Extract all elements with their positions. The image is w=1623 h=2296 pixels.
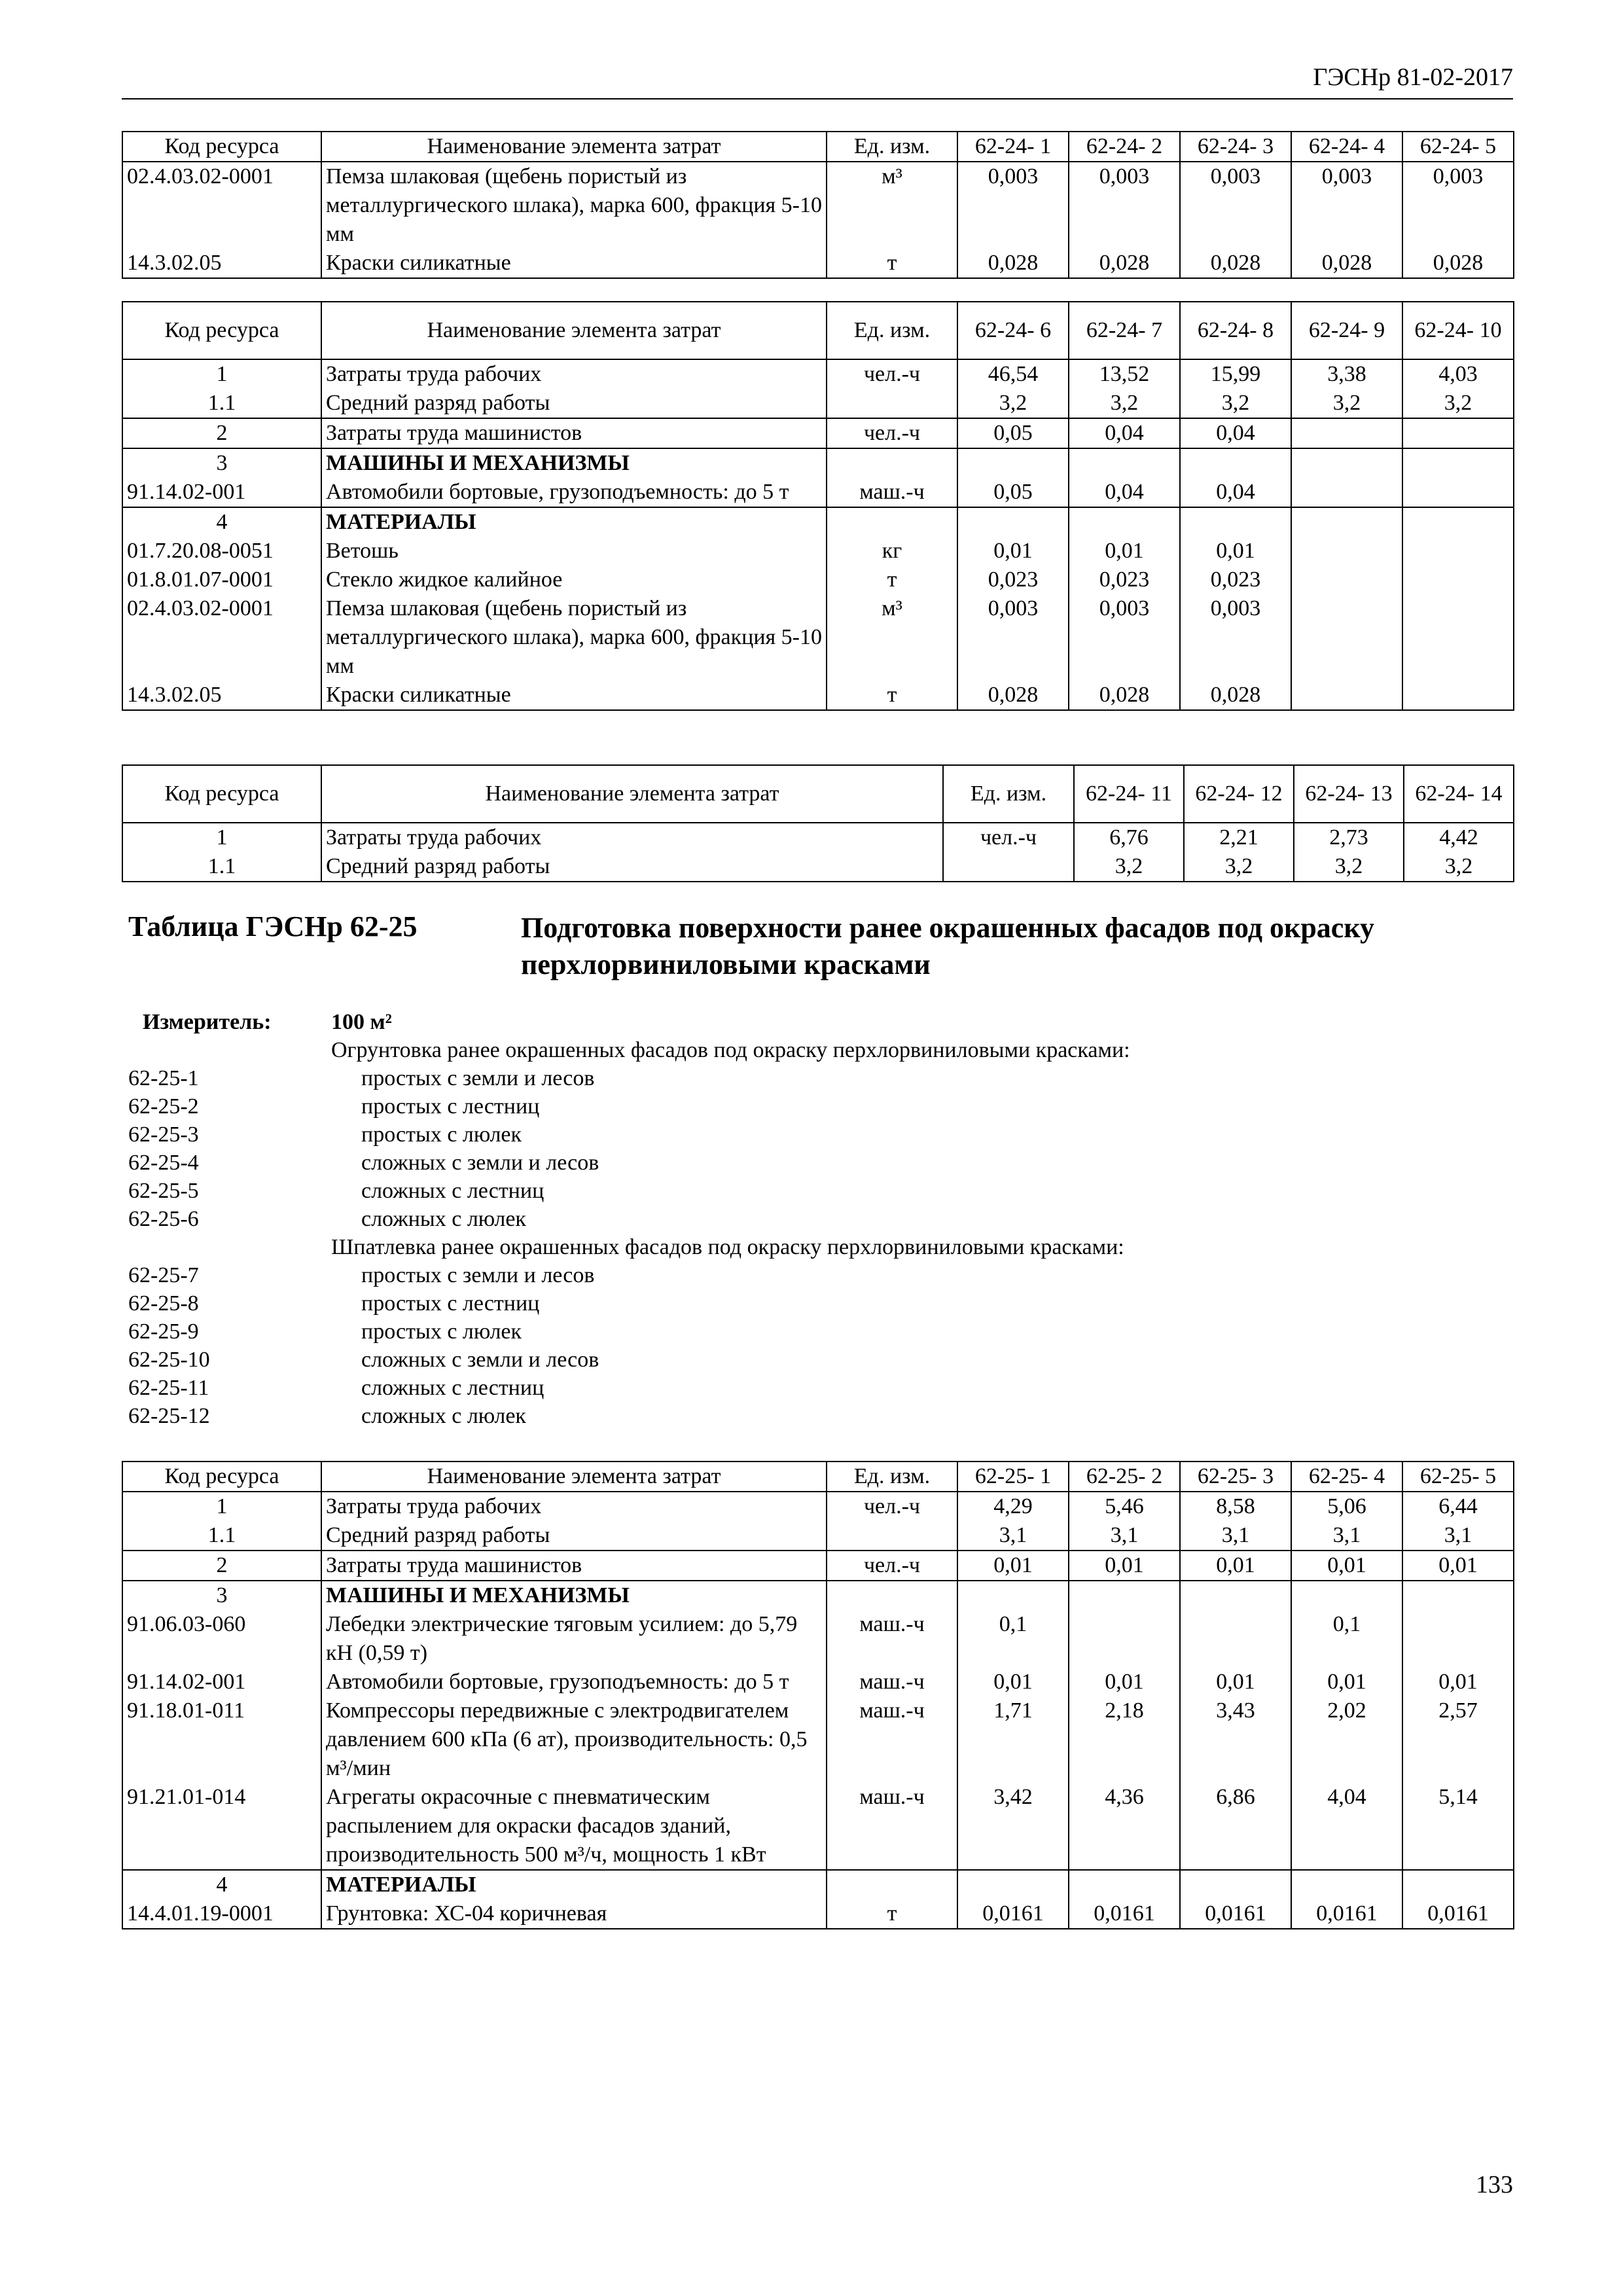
measure-value: 100 м² <box>331 1010 392 1034</box>
cell-value: 4,04 <box>1291 1783 1402 1870</box>
cell-value <box>957 1581 1069 1610</box>
cell-name: Ветошь <box>321 537 827 565</box>
cell-value <box>1291 1870 1402 1899</box>
item-text: сложных с земли и лесов <box>361 1151 599 1175</box>
cell-unit: маш.-ч <box>827 1610 957 1668</box>
cell-value <box>957 1870 1069 1899</box>
header-name: Наименование элемента затрат <box>321 132 827 162</box>
cell-value <box>1180 1581 1291 1610</box>
cell-value: 3,2 <box>1180 389 1291 418</box>
cell-value <box>957 448 1069 478</box>
header-col: 62-24- 14 <box>1404 765 1514 823</box>
cell-value: 0,0161 <box>1402 1899 1514 1929</box>
item-code: 62-25-9 <box>128 1319 199 1344</box>
section-label: Таблица ГЭСНр 62-25 <box>128 910 418 942</box>
cell-unit: т <box>827 565 957 594</box>
cell-unit <box>827 1581 957 1610</box>
item-code: 62-25-8 <box>128 1291 199 1316</box>
header-col: 62-24- 2 <box>1069 132 1180 162</box>
cell-value: 2,73 <box>1294 823 1404 852</box>
cell-value <box>1291 537 1402 565</box>
cell-value <box>1402 681 1514 710</box>
cell-value: 3,1 <box>957 1521 1069 1551</box>
cell-code: 1.1 <box>122 852 321 882</box>
cell-name: Автомобили бортовые, грузоподъемность: до 5 т <box>321 478 827 507</box>
cell-value: 0,01 <box>1402 1668 1514 1696</box>
cell-value: 0,003 <box>957 594 1069 681</box>
cell-value: 1,71 <box>957 1696 1069 1783</box>
cell-value: 0,028 <box>957 681 1069 710</box>
header-col: 62-24- 7 <box>1069 302 1180 359</box>
cell-unit: м³ <box>827 162 957 249</box>
cell-code: 91.14.02-001 <box>122 478 321 507</box>
cell-value: 0,003 <box>1069 162 1180 249</box>
cell-code: 14.3.02.05 <box>122 249 321 278</box>
cell-value <box>1402 1870 1514 1899</box>
table-row <box>122 389 1514 418</box>
cell-value: 0,028 <box>1069 681 1180 710</box>
header-col: 62-24- 8 <box>1180 302 1291 359</box>
item-code: 62-25-5 <box>128 1179 199 1203</box>
item-text: сложных с люлек <box>361 1404 526 1428</box>
cell-unit <box>943 852 1074 882</box>
cell-value: 3,2 <box>1404 852 1514 882</box>
cell-value: 0,01 <box>1291 1551 1402 1581</box>
cell-value: 0,028 <box>1180 249 1291 278</box>
cell-value: 0,1 <box>957 1610 1069 1668</box>
cell-value: 2,21 <box>1184 823 1294 852</box>
cell-code: 2 <box>122 1551 321 1581</box>
cell-value: 5,46 <box>1069 1492 1180 1521</box>
cell-name: Затраты труда машинистов <box>321 418 827 448</box>
cell-value: 0,01 <box>957 537 1069 565</box>
item-code: 62-25-12 <box>128 1404 210 1428</box>
document-code: ГЭСНр 81-02-2017 <box>1313 63 1513 91</box>
cell-value: 0,01 <box>957 1551 1069 1581</box>
cell-value <box>1291 507 1402 537</box>
cell-name: Краски силикатные <box>321 249 827 278</box>
cell-value: 3,1 <box>1180 1521 1291 1551</box>
cell-name: Автомобили бортовые, грузоподъемность: до 5 т <box>321 1668 827 1696</box>
cell-unit: чел.-ч <box>943 823 1074 852</box>
cell-name: Лебедки электрические тяговым усилием: до 5,79 кН (0,59 т) <box>321 1610 827 1668</box>
cell-value <box>1291 478 1402 507</box>
cell-value: 0,003 <box>1402 162 1514 249</box>
cell-value: 3,2 <box>957 389 1069 418</box>
cell-code: 91.21.01-014 <box>122 1783 321 1870</box>
table-row <box>122 162 1514 249</box>
cell-unit: маш.-ч <box>827 1696 957 1783</box>
header-unit: Ед. изм. <box>827 1462 957 1492</box>
header-col: 62-24- 5 <box>1402 132 1514 162</box>
cell-code: 01.7.20.08-0051 <box>122 537 321 565</box>
table-header-row <box>122 1462 1514 1492</box>
table-row <box>122 681 1514 710</box>
cell-value <box>1402 507 1514 537</box>
cell-value: 4,36 <box>1069 1783 1180 1870</box>
cell-value: 0,01 <box>1069 537 1180 565</box>
header-col: 62-25- 2 <box>1069 1462 1180 1492</box>
cell-code: 02.4.03.02-0001 <box>122 162 321 249</box>
header-rule <box>122 98 1513 99</box>
cell-value: 0,01 <box>1180 1668 1291 1696</box>
table-row <box>122 1696 1514 1783</box>
cell-name: МАТЕРИАЛЫ <box>321 1870 827 1899</box>
cell-unit: чел.-ч <box>827 418 957 448</box>
cell-code: 01.8.01.07-0001 <box>122 565 321 594</box>
header-name: Наименование элемента затрат <box>321 302 827 359</box>
cell-value: 0,0161 <box>1291 1899 1402 1929</box>
cell-unit: маш.-ч <box>827 1668 957 1696</box>
cell-value: 0,04 <box>1069 478 1180 507</box>
cell-value: 3,2 <box>1069 389 1180 418</box>
cell-name: МАТЕРИАЛЫ <box>321 507 827 537</box>
resource-table-62-24-1-5 <box>122 131 1514 279</box>
cell-value: 3,1 <box>1291 1521 1402 1551</box>
cell-name: МАШИНЫ И МЕХАНИЗМЫ <box>321 1581 827 1610</box>
item-code: 62-25-10 <box>128 1348 210 1372</box>
header-name: Наименование элемента затрат <box>321 765 943 823</box>
cell-value <box>1402 1610 1514 1668</box>
cell-value <box>1291 594 1402 681</box>
resource-table-62-24-6-10 <box>122 301 1514 711</box>
table-row <box>122 537 1514 565</box>
cell-code: 3 <box>122 1581 321 1610</box>
cell-value: 0,1 <box>1291 1610 1402 1668</box>
cell-value <box>1402 448 1514 478</box>
table-row <box>122 1551 1514 1581</box>
item-text: простых с лестниц <box>361 1291 540 1316</box>
table-header-row <box>122 132 1514 162</box>
table-row <box>122 418 1514 448</box>
cell-value: 6,76 <box>1074 823 1184 852</box>
cell-name: МАШИНЫ И МЕХАНИЗМЫ <box>321 448 827 478</box>
cell-code: 4 <box>122 1870 321 1899</box>
item-code: 62-25-1 <box>128 1066 199 1090</box>
group-heading: Шпатлевка ранее окрашенных фасадов под окраску перхлорвиниловыми красками: <box>331 1235 1124 1259</box>
cell-value: 8,58 <box>1180 1492 1291 1521</box>
table-row <box>122 1899 1514 1929</box>
cell-value: 0,01 <box>1180 537 1291 565</box>
cell-name: Затраты труда рабочих <box>321 1492 827 1521</box>
header-name: Наименование элемента затрат <box>321 1462 827 1492</box>
cell-value: 0,04 <box>1180 478 1291 507</box>
cell-value <box>1069 1610 1180 1668</box>
cell-value: 0,028 <box>957 249 1069 278</box>
cell-code: 14.3.02.05 <box>122 681 321 710</box>
cell-value <box>1069 448 1180 478</box>
header-col: 62-24- 3 <box>1180 132 1291 162</box>
cell-value <box>1402 1581 1514 1610</box>
cell-unit: чел.-ч <box>827 1551 957 1581</box>
header-code: Код ресурса <box>122 1462 321 1492</box>
cell-value: 6,86 <box>1180 1783 1291 1870</box>
cell-value: 3,1 <box>1069 1521 1180 1551</box>
cell-name: Пемза шлаковая (щебень пористый из металлургического шлака), марка 600, фракция 5-10 мм <box>321 162 827 249</box>
cell-value: 0,023 <box>1180 565 1291 594</box>
header-col: 62-24- 9 <box>1291 302 1402 359</box>
table-row <box>122 852 1514 882</box>
table-row <box>122 1668 1514 1696</box>
cell-code: 4 <box>122 507 321 537</box>
header-unit: Ед. изм. <box>827 132 957 162</box>
item-text: сложных с лестниц <box>361 1376 544 1400</box>
cell-value: 0,023 <box>1069 565 1180 594</box>
item-code: 62-25-3 <box>128 1122 199 1147</box>
table-header-row <box>122 765 1514 823</box>
cell-code: 1.1 <box>122 389 321 418</box>
cell-value <box>1291 681 1402 710</box>
cell-value: 0,028 <box>1180 681 1291 710</box>
cell-value: 0,003 <box>1069 594 1180 681</box>
table-row <box>122 594 1514 681</box>
cell-value: 0,01 <box>957 1668 1069 1696</box>
item-text: простых с лестниц <box>361 1094 540 1119</box>
cell-value: 0,0161 <box>1180 1899 1291 1929</box>
cell-value: 0,05 <box>957 478 1069 507</box>
cell-name: Грунтовка: ХС-04 коричневая <box>321 1899 827 1929</box>
cell-value: 3,38 <box>1291 359 1402 389</box>
cell-code: 91.18.01-011 <box>122 1696 321 1783</box>
cell-value: 3,2 <box>1291 389 1402 418</box>
cell-value <box>1291 418 1402 448</box>
table-row <box>122 359 1514 389</box>
cell-unit <box>827 1521 957 1551</box>
cell-value <box>1069 1581 1180 1610</box>
cell-name: Затраты труда рабочих <box>321 359 827 389</box>
cell-value: 0,01 <box>1069 1551 1180 1581</box>
header-col: 62-24- 11 <box>1074 765 1184 823</box>
cell-name: Затраты труда рабочих <box>321 823 943 852</box>
header-unit: Ед. изм. <box>943 765 1074 823</box>
cell-value: 3,1 <box>1402 1521 1514 1551</box>
cell-value <box>1291 1581 1402 1610</box>
cell-value <box>1180 448 1291 478</box>
item-text: простых с люлек <box>361 1122 522 1147</box>
item-code: 62-25-6 <box>128 1207 199 1231</box>
cell-unit: чел.-ч <box>827 1492 957 1521</box>
cell-value: 15,99 <box>1180 359 1291 389</box>
cell-value: 4,29 <box>957 1492 1069 1521</box>
item-text: простых с земли и лесов <box>361 1066 595 1090</box>
cell-value: 0,003 <box>1180 594 1291 681</box>
cell-value: 0,0161 <box>957 1899 1069 1929</box>
cell-value: 0,003 <box>1180 162 1291 249</box>
table-row <box>122 1521 1514 1551</box>
cell-unit <box>827 1870 957 1899</box>
table-row <box>122 1581 1514 1610</box>
cell-value <box>1402 565 1514 594</box>
cell-code: 1 <box>122 1492 321 1521</box>
resource-table-62-25-1-5 <box>122 1461 1514 1929</box>
cell-value: 3,2 <box>1294 852 1404 882</box>
cell-unit: м³ <box>827 594 957 681</box>
cell-value: 0,01 <box>1180 1551 1291 1581</box>
cell-name: Средний разряд работы <box>321 852 943 882</box>
item-text: сложных с люлек <box>361 1207 526 1231</box>
cell-code: 1 <box>122 359 321 389</box>
cell-unit <box>827 448 957 478</box>
header-code: Код ресурса <box>122 302 321 359</box>
cell-value: 0,05 <box>957 418 1069 448</box>
header-col: 62-25- 5 <box>1402 1462 1514 1492</box>
cell-value: 3,42 <box>957 1783 1069 1870</box>
cell-value: 3,43 <box>1180 1696 1291 1783</box>
cell-value: 2,18 <box>1069 1696 1180 1783</box>
cell-code: 91.14.02-001 <box>122 1668 321 1696</box>
cell-value: 0,01 <box>1291 1668 1402 1696</box>
cell-value: 0,04 <box>1180 418 1291 448</box>
header-col: 62-25- 1 <box>957 1462 1069 1492</box>
cell-name: Затраты труда машинистов <box>321 1551 827 1581</box>
cell-unit: кг <box>827 537 957 565</box>
cell-name: Средний разряд работы <box>321 1521 827 1551</box>
cell-unit: маш.-ч <box>827 478 957 507</box>
cell-value <box>1180 1870 1291 1899</box>
cell-unit <box>827 389 957 418</box>
item-text: простых с земли и лесов <box>361 1263 595 1287</box>
header-code: Код ресурса <box>122 765 321 823</box>
cell-value: 4,42 <box>1404 823 1514 852</box>
table-row <box>122 565 1514 594</box>
measure-label: Измеритель: <box>143 1010 272 1034</box>
cell-value <box>1402 594 1514 681</box>
cell-unit: т <box>827 1899 957 1929</box>
cell-unit: т <box>827 681 957 710</box>
cell-name: Краски силикатные <box>321 681 827 710</box>
cell-unit: т <box>827 249 957 278</box>
table-row <box>122 249 1514 278</box>
cell-value <box>1180 507 1291 537</box>
header-col: 62-25- 4 <box>1291 1462 1402 1492</box>
cell-name: Пемза шлаковая (щебень пористый из металлургического шлака), марка 600, фракция 5-10 мм <box>321 594 827 681</box>
cell-code: 14.4.01.19-0001 <box>122 1899 321 1929</box>
cell-value: 5,14 <box>1402 1783 1514 1870</box>
cell-value <box>1180 1610 1291 1668</box>
cell-value: 3,2 <box>1402 389 1514 418</box>
table-row <box>122 823 1514 852</box>
cell-value: 2,02 <box>1291 1696 1402 1783</box>
cell-value: 0,01 <box>1402 1551 1514 1581</box>
header-col: 62-24- 6 <box>957 302 1069 359</box>
cell-code: 1 <box>122 823 321 852</box>
table-row <box>122 1783 1514 1870</box>
cell-unit: маш.-ч <box>827 1783 957 1870</box>
resource-table-62-24-11-14 <box>122 764 1514 882</box>
cell-value: 3,2 <box>1074 852 1184 882</box>
cell-code: 1.1 <box>122 1521 321 1551</box>
cell-value <box>1402 537 1514 565</box>
cell-name: Компрессоры передвижные с электродвигателем давлением 600 кПа (6 ат), производительность: 0,5 м³/мин <box>321 1696 827 1783</box>
cell-name: Агрегаты окрасочные с пневматическим распылением для окраски фасадов зданий, производительность 500 м³/ч, мощность 1 кВт <box>321 1783 827 1870</box>
cell-value <box>1069 1870 1180 1899</box>
cell-value: 46,54 <box>957 359 1069 389</box>
table-row <box>122 507 1514 537</box>
header-col: 62-24- 1 <box>957 132 1069 162</box>
header-unit: Ед. изм. <box>827 302 957 359</box>
cell-value: 0,028 <box>1069 249 1180 278</box>
cell-value: 0,0161 <box>1069 1899 1180 1929</box>
cell-value <box>1402 478 1514 507</box>
cell-value: 3,2 <box>1184 852 1294 882</box>
header-code: Код ресурса <box>122 132 321 162</box>
item-code: 62-25-2 <box>128 1094 199 1119</box>
item-text: сложных с лестниц <box>361 1179 544 1203</box>
cell-value: 4,03 <box>1402 359 1514 389</box>
cell-value: 0,01 <box>1069 1668 1180 1696</box>
header-col: 62-24- 4 <box>1291 132 1402 162</box>
cell-value: 0,003 <box>1291 162 1402 249</box>
table-row <box>122 448 1514 478</box>
table-row <box>122 1870 1514 1899</box>
cell-value: 0,003 <box>957 162 1069 249</box>
section-title: Подготовка поверхности ранее окрашенных фасадов под окраску перхлорвиниловыми красками <box>521 912 1375 980</box>
cell-name: Стекло жидкое калийное <box>321 565 827 594</box>
item-code: 62-25-4 <box>128 1151 199 1175</box>
header-col: 62-25- 3 <box>1180 1462 1291 1492</box>
cell-value: 6,44 <box>1402 1492 1514 1521</box>
table-row <box>122 478 1514 507</box>
cell-value: 0,023 <box>957 565 1069 594</box>
item-text: сложных с земли и лесов <box>361 1348 599 1372</box>
header-col: 62-24- 13 <box>1294 765 1404 823</box>
table-row <box>122 1610 1514 1668</box>
item-text: простых с люлек <box>361 1319 522 1344</box>
cell-value <box>1402 418 1514 448</box>
cell-code: 02.4.03.02-0001 <box>122 594 321 681</box>
header-col: 62-24- 12 <box>1184 765 1294 823</box>
cell-unit <box>827 507 957 537</box>
cell-value <box>1291 565 1402 594</box>
cell-value <box>1069 507 1180 537</box>
cell-value <box>1291 448 1402 478</box>
cell-value: 2,57 <box>1402 1696 1514 1783</box>
table-header-row <box>122 302 1514 359</box>
group-heading: Огрунтовка ранее окрашенных фасадов под окраску перхлорвиниловыми красками: <box>331 1038 1130 1062</box>
cell-value: 0,028 <box>1291 249 1402 278</box>
cell-value: 0,04 <box>1069 418 1180 448</box>
item-code: 62-25-7 <box>128 1263 199 1287</box>
cell-unit: чел.-ч <box>827 359 957 389</box>
cell-code: 3 <box>122 448 321 478</box>
cell-code: 2 <box>122 418 321 448</box>
cell-code: 91.06.03-060 <box>122 1610 321 1668</box>
cell-value <box>957 507 1069 537</box>
cell-value: 13,52 <box>1069 359 1180 389</box>
cell-value: 0,028 <box>1402 249 1514 278</box>
cell-name: Средний разряд работы <box>321 389 827 418</box>
cell-value: 5,06 <box>1291 1492 1402 1521</box>
table-row <box>122 1492 1514 1521</box>
page-number: 133 <box>1476 2171 1513 2198</box>
item-code: 62-25-11 <box>128 1376 209 1400</box>
header-col: 62-24- 10 <box>1402 302 1514 359</box>
